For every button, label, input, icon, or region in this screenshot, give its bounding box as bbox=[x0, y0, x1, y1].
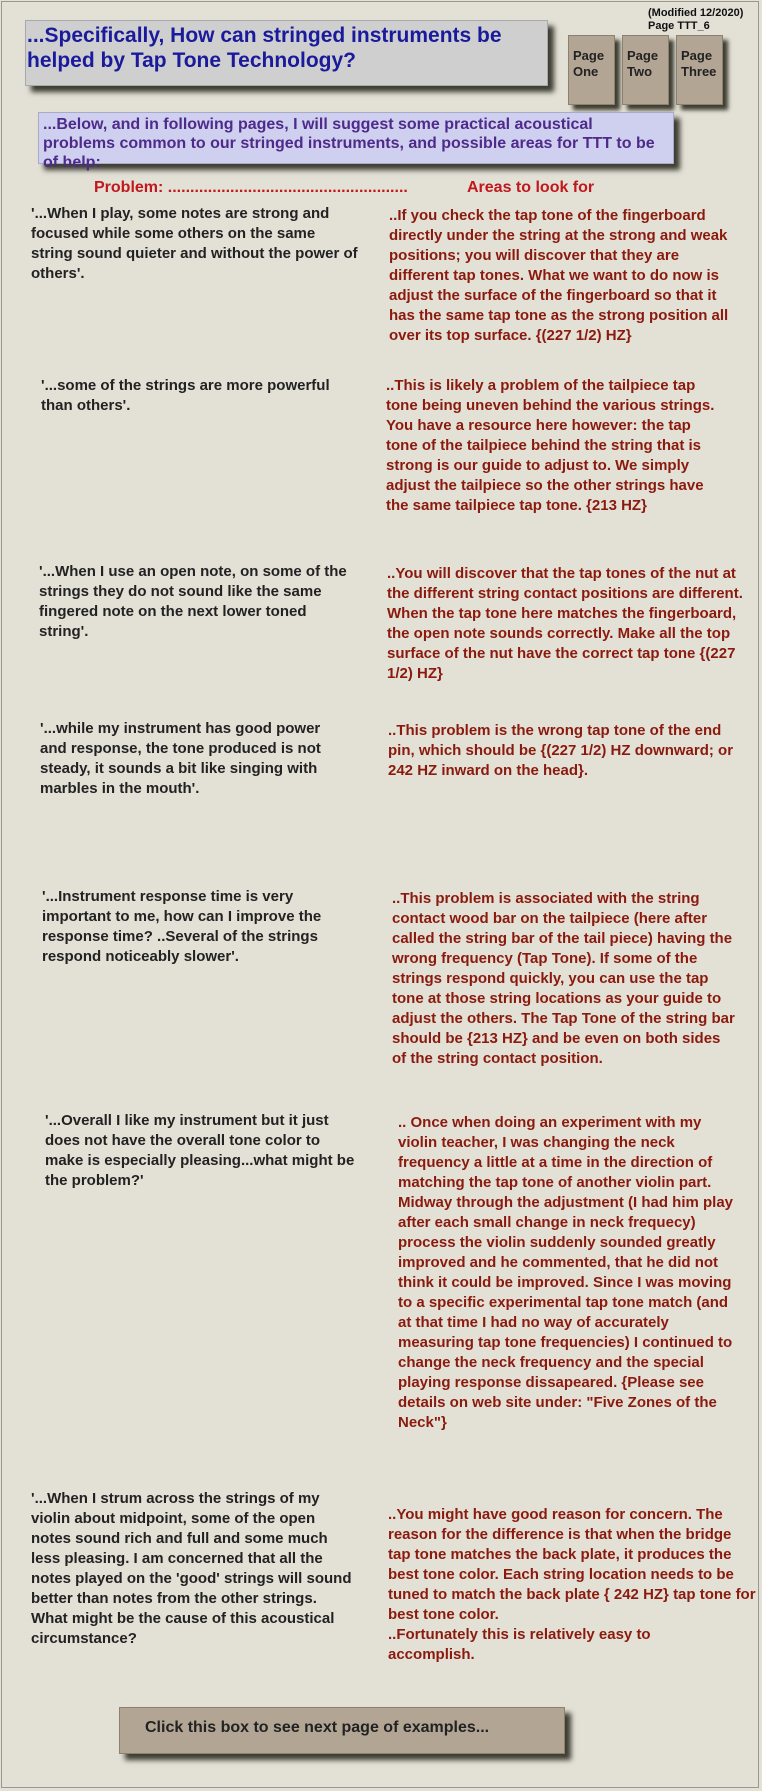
areas-heading: Areas to look for bbox=[467, 179, 595, 196]
answer-text: .. Once when doing an experiment with my violin teacher, I was changing the neck frequency a little at a time in the direction of matching the tap tone of another violin part. Midway through the adjustment (I had him play after each small change in neck frequecy) process the violin suddenly sounded greatly improved and he commented, that he did not think it could be improved. Since I was moving to a specific experimental tap tone match (and at that time I had no way of accurately measuring tap tone frequencies) I continued to change the neck frequency and the special playing response dissapeared. {Please see details on web site under: "Five Zones of the Neck"} bbox=[398, 1114, 734, 1431]
answer-text: ..This problem is associated with the string contact wood bar on the tailpiece (here after called the string bar of the tail piece) having the wrong frequency (Tap Tone). If some of the strings respond quickly, you can use the tap tone at those string locations as your guide to adjust the others. The Tap Tone of the string bar should be {213 HZ} and be even on both sides of the string contact position. bbox=[392, 890, 735, 1067]
answer-text: ..This problem is the wrong tap tone of the end pin, which should be {(227 1/2) HZ downward; or 242 HZ inward on the head}. bbox=[388, 722, 734, 779]
problem-text: '...Instrument response time is very important to me, how can I improve the response time? ..Several of the strings respond noticeably slower'. bbox=[42, 888, 322, 965]
problem-text: '...some of the strings are more powerful than others'. bbox=[41, 377, 330, 414]
problem-text: '...When I play, some notes are strong and focused while some others on the same string sound quieter and without the power of others'. bbox=[31, 205, 358, 282]
problem-text: '...When I strum across the strings of my violin about midpoint, some of the open notes sound rich and full and some much less pleasing. I am concerned that all the notes played on the 'good' strings will sound better than notes from the other strings. What might be the cause of this acoustical circumstance? bbox=[31, 1490, 352, 1647]
page-title: ...Specifically, How can stringed instruments be helped by Tap Tone Technology? bbox=[25, 20, 548, 86]
problem-text: '...When I use an open note, on some of the strings they do not sound like the same fingered note on the next lower toned string'. bbox=[39, 563, 347, 640]
answer-text: ..You might have good reason for concern. The reason for the difference is that when the bridge tap tone matches the back plate, it produces the best tone color. Each string location needs to be tuned to match the back plate { 242 HZ} tap tone for best tone color. bbox=[388, 1506, 756, 1623]
next-page-button[interactable]: Click this box to see next page of examples... bbox=[119, 1707, 565, 1754]
answer-text: ..You will discover that the tap tones of the nut at the different string contact positions are different. When the tap tone here matches the fingerboard, the open note sounds correctly. Make all the top surface of the nut have the correct tap tone {(227 1/2) HZ} bbox=[387, 565, 743, 682]
page-one-button[interactable]: Page One bbox=[568, 35, 615, 105]
problem-text: '...Overall I like my instrument but it just does not have the overall tone color to make is especially pleasing...what might be the problem?' bbox=[45, 1112, 355, 1189]
answer-text-extra: ..Fortunately this is relatively easy to accomplish. bbox=[388, 1626, 651, 1663]
answer-text: ..If you check the tap tone of the fingerboard directly under the string at the strong and weak positions; you will discover that they are different tap tones. What we want to do now is adjust the surface of the fingerboard so that it has the same tap tone as the strong position all over its top surface. {(227 1/2) HZ} bbox=[389, 207, 729, 344]
problem-heading: Problem: ...................................................... bbox=[94, 179, 408, 196]
page-three-button[interactable]: Page Three bbox=[676, 35, 723, 105]
problem-text: '...while my instrument has good power and response, the tone produced is not steady, it sounds a bit like singing with marbles in the mouth'. bbox=[40, 720, 321, 797]
page-id: Page TTT_6 bbox=[648, 20, 710, 32]
intro-text: ...Below, and in following pages, I will suggest some practical acoustical problems common to our stringed instruments, and possible areas for TTT to be of help: bbox=[38, 112, 674, 164]
modified-date: (Modified 12/2020) bbox=[648, 7, 744, 19]
page-two-button[interactable]: Page Two bbox=[622, 35, 669, 105]
answer-text: ..This is likely a problem of the tailpiece tap tone being uneven behind the various strings. You have a resource here however: the tap tone of the tailpiece behind the string that is strong is our guide to adjust to. We simply adjust the tailpiece so the other strings have the same tailpiece tap tone. {213 HZ} bbox=[386, 377, 715, 514]
